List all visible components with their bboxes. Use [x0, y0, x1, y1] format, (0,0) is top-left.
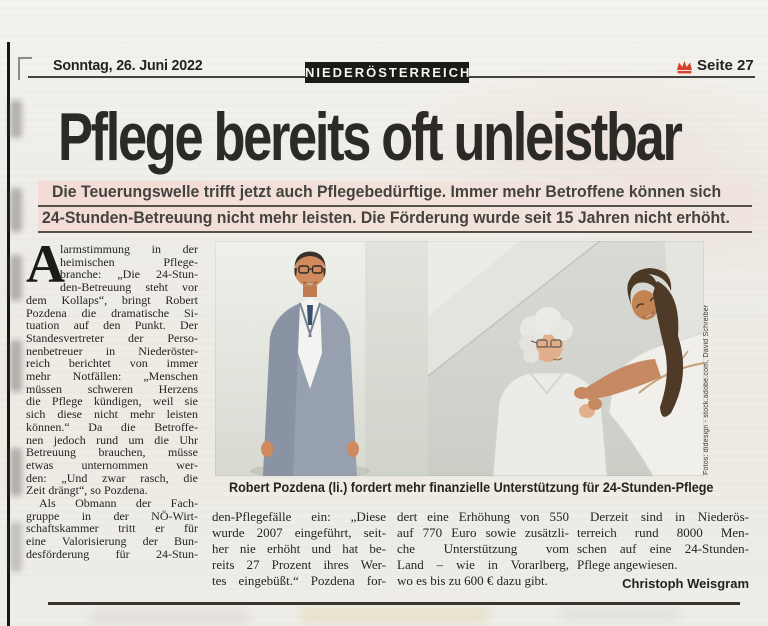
text-line: schen auf eine 24-Stunden-	[577, 541, 749, 557]
text-line: Als Obmann der Fach-	[39, 496, 198, 511]
print-bleed	[90, 612, 250, 622]
text-line: Betreuung brauchen, müsse	[26, 445, 198, 460]
text-line: Derzeit sind in Niederös-	[590, 509, 749, 524]
text-line: den-Pflegefälle ein: „Diese	[212, 509, 386, 524]
article-column-2	[212, 509, 386, 589]
text-line: können.“ Da die Betroffe-	[26, 419, 198, 434]
crown-icon	[676, 60, 693, 74]
text-line: etwas unternommen wer-	[26, 457, 198, 472]
article-column-1	[26, 234, 198, 561]
text-line: reits 27 Prozent ihres Wer-	[212, 557, 386, 573]
text-line: Zeit drängt“, so Pozdena.	[26, 483, 148, 498]
subhead-line-2: 24-Stunden-Betreuung nicht mehr leisten. Die Förderung wurde seit 15 Jahren nicht erhöht.	[38, 207, 752, 233]
column-2-lines	[212, 509, 386, 589]
drop-cap: A	[26, 234, 65, 294]
text-line: reich berichtet von immer	[26, 356, 198, 371]
page-number: Seite 27	[697, 57, 754, 74]
scan-smudge	[10, 255, 22, 301]
subhead-block	[38, 181, 752, 233]
subhead-line-1: Die Teuerungswelle trifft jetzt auch Pflegebedürftige. Immer mehr Betroffene können sich	[38, 181, 752, 207]
text-line: müssen schweren Herzens	[26, 381, 198, 396]
issue-date: Sonntag, 26. Juni 2022	[53, 57, 203, 74]
text-line: sich diese nicht mehr leisten	[26, 407, 198, 422]
photo-illustration	[215, 241, 704, 476]
column-4-lines	[577, 509, 749, 573]
print-bleed	[560, 610, 680, 620]
article-photo	[215, 241, 704, 476]
article-column-4	[577, 509, 749, 592]
text-line: nenbetreuer in Niederöster-	[26, 343, 198, 358]
column-3-lines	[397, 509, 569, 589]
text-line: Standesvertreter der Perso-	[26, 330, 198, 345]
text-line: desförderung für 24-Stun-	[26, 546, 198, 561]
photo-patient-and-nurse	[428, 241, 704, 476]
text-line: mehr Notfällen: „Menschen	[26, 369, 198, 384]
crop-mark	[18, 57, 20, 80]
scan-smudge	[10, 100, 22, 138]
section-badge: NIEDERÖSTERREICH	[305, 62, 469, 83]
headline	[58, 99, 758, 177]
crop-mark	[18, 57, 32, 59]
scan-smudge	[10, 522, 22, 572]
author-byline: Christoph Weisgram	[622, 576, 749, 592]
article-column-3	[397, 509, 569, 589]
text-line: Land – wie in Vorarlberg,	[397, 557, 569, 573]
text-line: larmstimmung in der	[60, 242, 198, 256]
text-line: tuation auf den Punkt. Der	[26, 318, 198, 333]
print-bleed	[300, 608, 490, 622]
photo-credit: Fotos: didesign - stock.adobe.com, David Schreiber	[703, 304, 710, 475]
text-line: den: „Und zwar rasch, die	[26, 470, 198, 485]
bottom-rule	[48, 602, 740, 605]
text-line: Pozdena die dramatische Si-	[26, 305, 198, 320]
photo-caption: Robert Pozdena (li.) fordert mehr finanzielle Unterstützung für 24-Stunden-Pflege	[229, 479, 714, 495]
text-line: wo es bis zu 600 € dazu gibt.	[397, 573, 548, 589]
scan-smudge	[10, 188, 22, 232]
text-line: branche: „Die 24-Stun-	[60, 267, 198, 282]
photo-man	[215, 241, 428, 476]
text-line: nen jedoch rund um die Uhr	[26, 432, 198, 447]
text-line: dem Kollaps“, bringt Robert	[26, 292, 198, 307]
scan-smudge	[10, 448, 22, 496]
scan-smudge	[10, 340, 22, 392]
text-line: den-Betreuung steht vor	[60, 280, 198, 295]
text-line: die Pflege kündigen, weil sie	[26, 394, 198, 409]
text-line: heimischen Pflege-	[60, 254, 198, 269]
text-line: eine Valorisierung der Bun-	[26, 534, 198, 549]
text-line: dert eine Erhöhung von 550	[397, 509, 569, 524]
text-line: terreich rund 8000 Men-	[577, 525, 749, 541]
text-line: Pflege angewiesen.	[577, 557, 678, 573]
text-line: auf 770 Euro sowie zusätzli-	[397, 525, 569, 541]
text-line: gruppe in der NÖ-Wirt-	[26, 508, 198, 523]
text-line: wurde 2007 eingeführt, seit-	[212, 525, 386, 541]
headline-text: Pflege bereits oft unleistbar	[58, 99, 681, 175]
text-line: che Unterstützung vom	[397, 541, 569, 557]
text-line: schaftskammer tritt er für	[26, 521, 198, 536]
text-line: her nie erhöht und hat be-	[212, 541, 386, 557]
text-line: tes eingebüßt.“ Pozdena for-	[212, 573, 386, 589]
